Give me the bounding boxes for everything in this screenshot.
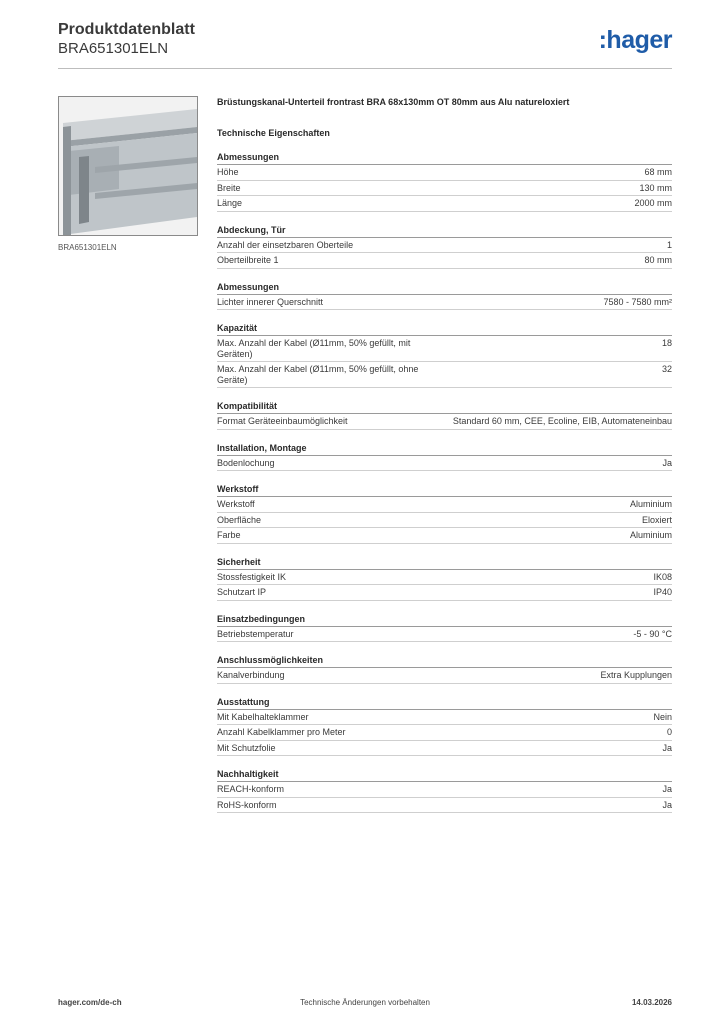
spec-label: Oberfläche — [217, 514, 262, 525]
spec-group-title: Installation, Montage — [217, 442, 672, 456]
spec-label: Höhe — [217, 167, 239, 177]
spec-value: -5 - 90 °C — [633, 628, 672, 639]
spec-label: Kanalverbindung — [217, 670, 285, 680]
spec-value: 130 mm — [639, 182, 672, 193]
spec-group — [217, 224, 672, 269]
section-title: Technische Eigenschaften — [217, 128, 330, 138]
spec-label: Max. Anzahl der Kabel (Ø11mm, 50% gefüllt, ohne Geräte) — [217, 364, 419, 385]
spec-group-title: Anschlussmöglichkeiten — [217, 654, 672, 668]
spec-row — [217, 725, 672, 741]
spec-row — [217, 782, 672, 798]
spec-row — [217, 570, 672, 586]
spec-group — [217, 768, 672, 813]
product-image — [58, 96, 198, 236]
spec-row — [217, 295, 672, 311]
spec-value: Aluminium — [629, 530, 672, 540]
spec-group-title: Kompatibilität — [217, 400, 672, 414]
spec-row — [217, 798, 672, 814]
spec-value: 0 — [666, 727, 672, 737]
spec-value: Ja — [662, 784, 672, 794]
spec-label: Anzahl der einsetzbaren Oberteile — [217, 239, 354, 250]
spec-label: Betriebstemperatur — [217, 628, 294, 639]
spec-groups — [217, 151, 672, 813]
spec-value: 1 — [666, 239, 672, 250]
spec-group — [217, 696, 672, 757]
spec-group-title: Abdeckung, Tür — [217, 224, 672, 238]
article-number: BRA651301ELN — [58, 40, 169, 57]
spec-label: REACH-konform — [217, 784, 285, 794]
spec-row — [217, 238, 672, 254]
spec-label: Anzahl Kabelklammer pro Meter — [217, 727, 346, 737]
spec-label: RoHS-konform — [217, 799, 277, 810]
page-header — [58, 20, 672, 70]
spec-label: Mit Schutzfolie — [217, 742, 276, 753]
spec-row — [217, 336, 672, 362]
spec-group — [217, 483, 672, 544]
spec-group-title: Kapazität — [217, 322, 672, 336]
spec-group-title: Nachhaltigkeit — [217, 768, 672, 782]
spec-value: Ja — [662, 457, 672, 468]
spec-value: 32 — [661, 364, 672, 374]
spec-label: Lichter innerer Querschnitt — [217, 296, 324, 307]
spec-group — [217, 151, 672, 212]
spec-row — [217, 181, 672, 197]
spec-label: Werkstoff — [217, 499, 255, 509]
spec-group — [217, 442, 672, 472]
spec-value: Eloxiert — [641, 514, 672, 525]
image-caption: BRA651301ELN — [58, 243, 117, 252]
spec-value: Aluminium — [629, 499, 672, 509]
spec-value: Standard 60 mm, CEE, Ecoline, EIB, Automateneinbau — [452, 416, 672, 426]
spec-group — [217, 281, 672, 311]
spec-row — [217, 414, 672, 430]
spec-row — [217, 668, 672, 684]
spec-group — [217, 654, 672, 684]
spec-value: IP40 — [653, 587, 672, 597]
spec-label: Bodenlochung — [217, 457, 275, 468]
spec-label: Oberteilbreite 1 — [217, 255, 279, 265]
spec-row — [217, 513, 672, 529]
spec-value: 2000 mm — [634, 198, 672, 208]
spec-label: Max. Anzahl der Kabel (Ø11mm, 50% gefüllt, mit Geräten) — [217, 338, 411, 359]
hager-logo: :hager — [598, 26, 672, 54]
spec-label: Farbe — [217, 530, 241, 540]
spec-value: IK08 — [653, 571, 672, 582]
spec-label: Breite — [217, 182, 241, 193]
spec-group-title: Einsatzbedingungen — [217, 613, 672, 627]
spec-row — [217, 627, 672, 643]
spec-row — [217, 710, 672, 726]
spec-value: Extra Kupplungen — [600, 670, 672, 680]
footer-website: hager.com/de-ch — [58, 998, 122, 1007]
spec-label: Länge — [217, 198, 243, 208]
spec-group — [217, 400, 672, 430]
spec-group — [217, 556, 672, 601]
spec-group-title: Ausstattung — [217, 696, 672, 710]
spec-row — [217, 528, 672, 544]
spec-row — [217, 196, 672, 212]
spec-group-title: Werkstoff — [217, 483, 672, 497]
spec-group — [217, 613, 672, 643]
spec-value: Ja — [662, 799, 672, 810]
spec-row — [217, 741, 672, 757]
spec-row — [217, 362, 672, 388]
spec-value: 7580 - 7580 mm² — [603, 296, 672, 307]
spec-value: Ja — [662, 742, 672, 753]
footer-date: 14.03.2026 — [631, 998, 672, 1007]
spec-label: Format Geräteeinbaumöglichkeit — [217, 416, 348, 426]
spec-row — [217, 497, 672, 513]
spec-row — [217, 456, 672, 472]
document-title: Produktdatenblatt — [58, 21, 195, 38]
header-divider — [58, 68, 672, 69]
spec-group-title: Sicherheit — [217, 556, 672, 570]
spec-label: Mit Kabelhalteklammer — [217, 711, 309, 722]
product-title: Brüstungskanal-Unterteil frontrast BRA 68x130mm OT 80mm aus Alu natureloxiert — [217, 97, 570, 107]
spec-value: Nein — [653, 711, 672, 722]
spec-value: 80 mm — [644, 255, 672, 265]
spec-group-title: Abmessungen — [217, 151, 672, 165]
footer-notice: Technische Änderungen vorbehalten — [300, 998, 430, 1007]
specifications — [217, 96, 672, 813]
spec-row — [217, 253, 672, 269]
spec-value: 68 mm — [644, 167, 672, 177]
spec-group — [217, 322, 672, 388]
spec-row — [217, 165, 672, 181]
spec-row — [217, 585, 672, 601]
spec-value: 18 — [661, 338, 672, 348]
spec-group-title: Abmessungen — [217, 281, 672, 295]
spec-label: Schutzart IP — [217, 587, 267, 597]
spec-label: Stossfestigkeit IK — [217, 571, 287, 582]
